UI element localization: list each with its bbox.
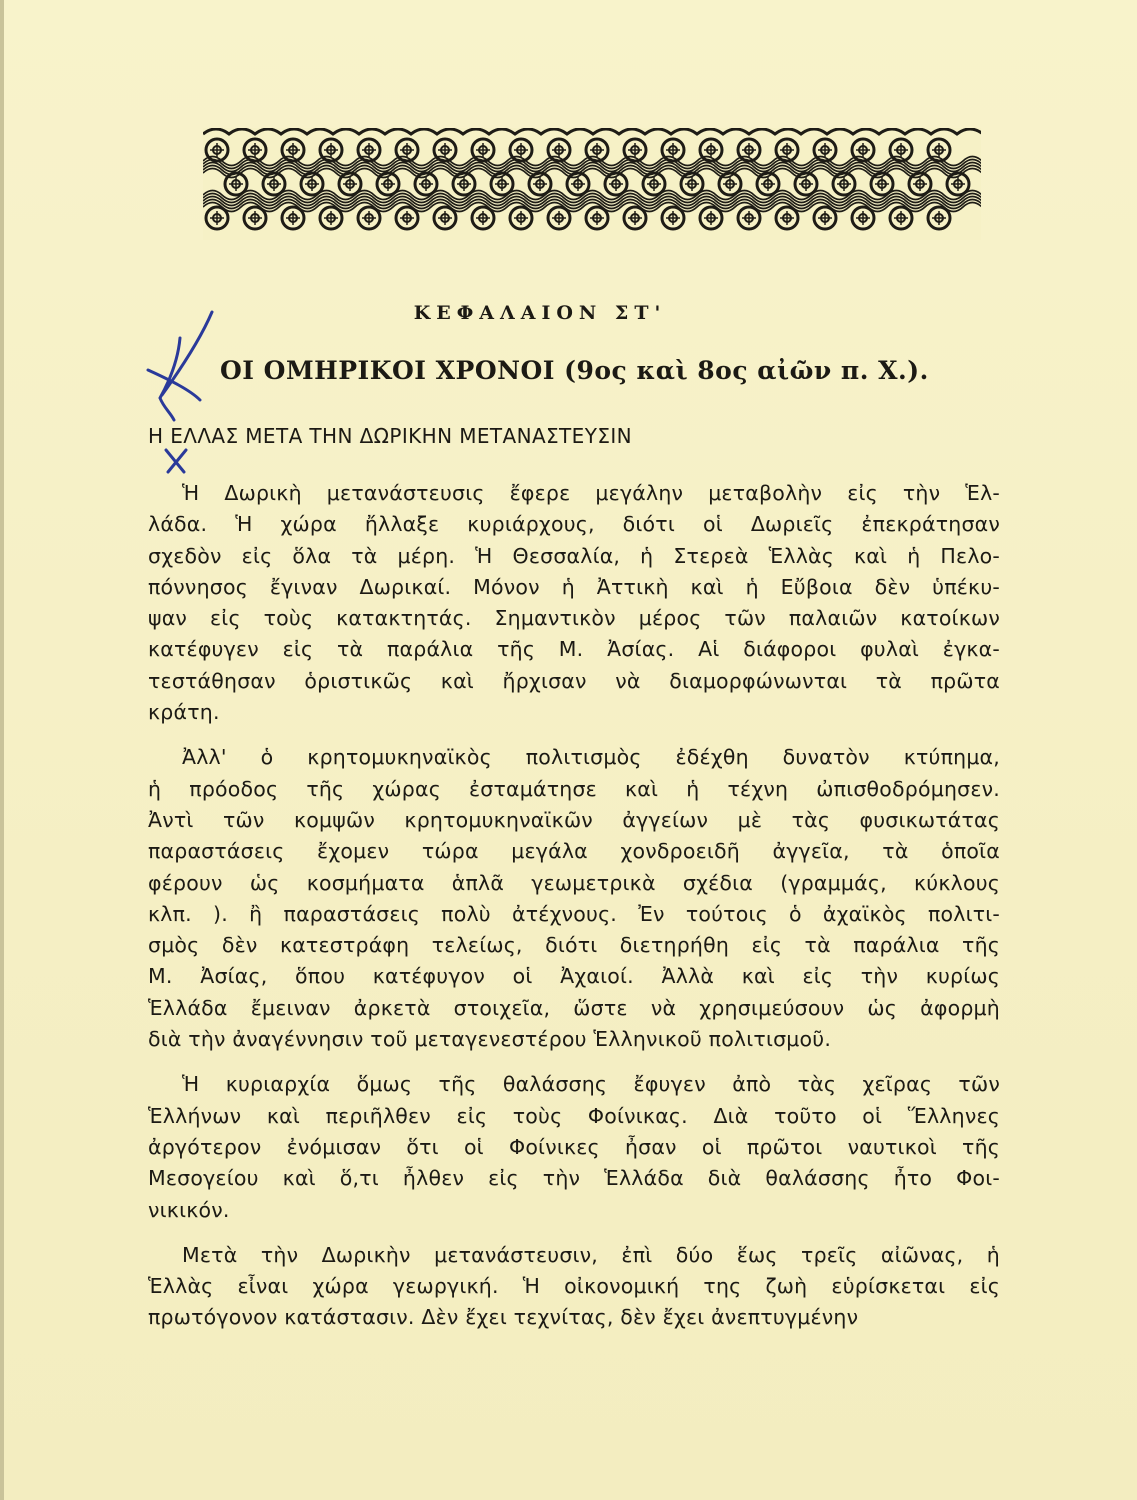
text-line: Ἑλλάδα ἔμειναν ἀρκετὰ στοιχεῖα, ὥστε νὰ χρησιμεύσουν ὡς ἀφορμὴ — [148, 995, 1000, 1020]
chapter-label: ΚΕΦΑΛΑΙΟΝ ΣΤ' — [413, 302, 667, 324]
text-line: ψαν εἰς τοὺς κατακτητάς. Σημαντικὸν μέρος τῶν παλαιῶν κατοίκων — [148, 606, 1000, 631]
text-line: νικικόν. — [148, 1197, 230, 1222]
text-line: κράτη. — [148, 700, 220, 725]
text-line: ἀργότερον ἐνόμισαν ὅτι οἱ Φοίνικες ἦσαν οἱ πρῶτοι ναυτικοὶ τῆς — [148, 1134, 1000, 1159]
ornament-band-icon — [203, 128, 981, 240]
text-line: σμὸς δὲν κατεστράφη τελείως, διότι διετηρήθη εἰς τὰ παράλια τῆς — [148, 933, 1000, 958]
text-line: Μετὰ τὴν Δωρικὴν μετανάστευσιν, ἐπὶ δύο ἕως τρεῖς αἰῶνας, ἡ — [182, 1242, 1000, 1267]
text-line: Ἡ κυριαρχία ὅμως τῆς θαλάσσης ἔφυγεν ἀπὸ τὰς χεῖρας τῶν — [182, 1072, 1000, 1097]
paragraph-gap — [148, 1055, 1000, 1069]
text-line: Ἑλλὰς εἶναι χώρα γεωργική. Ἡ οἰκονομική της ζωὴ εὑρίσκεται εἰς — [148, 1274, 1000, 1299]
text-line: Ἀλλ' ὁ κρητομυκηναϊκὸς πολιτισμὸς ἐδέχθη δυνατὸν κτύπημα, — [182, 745, 1000, 770]
text-line: σχεδὸν εἰς ὅλα τὰ μέρη. Ἡ Θεσσαλία, ἡ Στερεὰ Ἑλλὰς καὶ ἡ Πελο- — [148, 543, 1000, 568]
text-line: κλπ. ). ἢ παραστάσεις πολὺ ἀτέχνους. Ἐν τούτοις ὁ ἀχαϊκὸς πολιτι- — [148, 901, 1000, 926]
text-line: διὰ τὴν ἀναγέννησιν τοῦ μεταγενεστέρου Ἑλληνικοῦ πολιτισμοῦ. — [148, 1027, 832, 1052]
chapter-title: ΟΙ ΟΜΗΡΙΚΟΙ ΧΡΟΝΟΙ (9ος καὶ 8ος αἰῶν π. Χ.). — [220, 356, 929, 385]
text-line: λάδα. Ἡ χώρα ἤλλαξε κυριάρχους, διότι οἱ Δωριεῖς ἐπεκράτησαν — [148, 512, 1000, 537]
text-line: πρωτόγονον κατάστασιν. Δὲν ἔχει τεχνίτας, δὲν ἔχει ἀνεπτυγμένην — [148, 1305, 859, 1330]
text-line: Ἑλλήνων καὶ περιῆλθεν εἰς τοὺς Φοίνικας. Διὰ τοῦτο οἱ Ἕλληνες — [148, 1103, 1000, 1128]
text-line: Ἀντὶ τῶν κομψῶν κρητομυκηναϊκῶν ἀγγείων μὲ τὰς φυσικωτάτας — [148, 807, 1000, 832]
text-line: φέρουν ὡς κοσμήματα ἁπλᾶ γεωμετρικὰ σχέδια (γραμμάς, κύκλους — [148, 870, 1000, 895]
pen-annotation-icon — [140, 300, 230, 490]
text-line: ἡ πρόοδος τῆς χώρας ἐσταμάτησε καὶ ἡ τέχνη ὠπισθοδρόμησεν. — [148, 776, 1000, 801]
text-line: παραστάσεις ἔχομεν τώρα μεγάλα χονδροειδῆ ἀγγεῖα, τὰ ὁποῖα — [148, 839, 1000, 864]
page-edge — [0, 0, 4, 1500]
text-line: πόννησος ἔγιναν Δωρικαί. Μόνον ἡ Ἀττικὴ καὶ ἡ Εὔβοια δὲν ὑπέκυ- — [148, 574, 1000, 599]
body-text — [148, 478, 1000, 1334]
paragraph-gap — [148, 728, 1000, 742]
text-line: κατέφυγεν εἰς τὰ παράλια τῆς Μ. Ἀσίας. Αἱ διάφοροι φυλαὶ ἐγκα- — [148, 637, 1000, 662]
text-line: Μ. Ἀσίας, ὅπου κατέφυγον οἱ Ἀχαιοί. Ἀλλὰ καὶ εἰς τὴν κυρίως — [148, 964, 1000, 989]
paragraph-gap — [148, 1226, 1000, 1240]
text-line: τεστάθησαν ὁριστικῶς καὶ ἤρχισαν νὰ διαμορφώνωνται τὰ πρῶτα — [148, 668, 1000, 693]
text-line: Μεσογείου καὶ ὅ,τι ἦλθεν εἰς τὴν Ἑλλάδα διὰ θαλάσσης ἦτο Φοι- — [148, 1166, 1000, 1191]
section-title: Η ΕΛΛΑΣ ΜΕΤΑ ΤΗΝ ΔΩΡΙΚΗΝ ΜΕΤΑΝΑΣΤΕΥΣΙΝ — [148, 424, 633, 448]
text-line: Ἡ Δωρικὴ μετανάστευσις ἔφερε μεγάλην μεταβολὴν εἰς τὴν Ἑλ- — [182, 481, 1000, 505]
